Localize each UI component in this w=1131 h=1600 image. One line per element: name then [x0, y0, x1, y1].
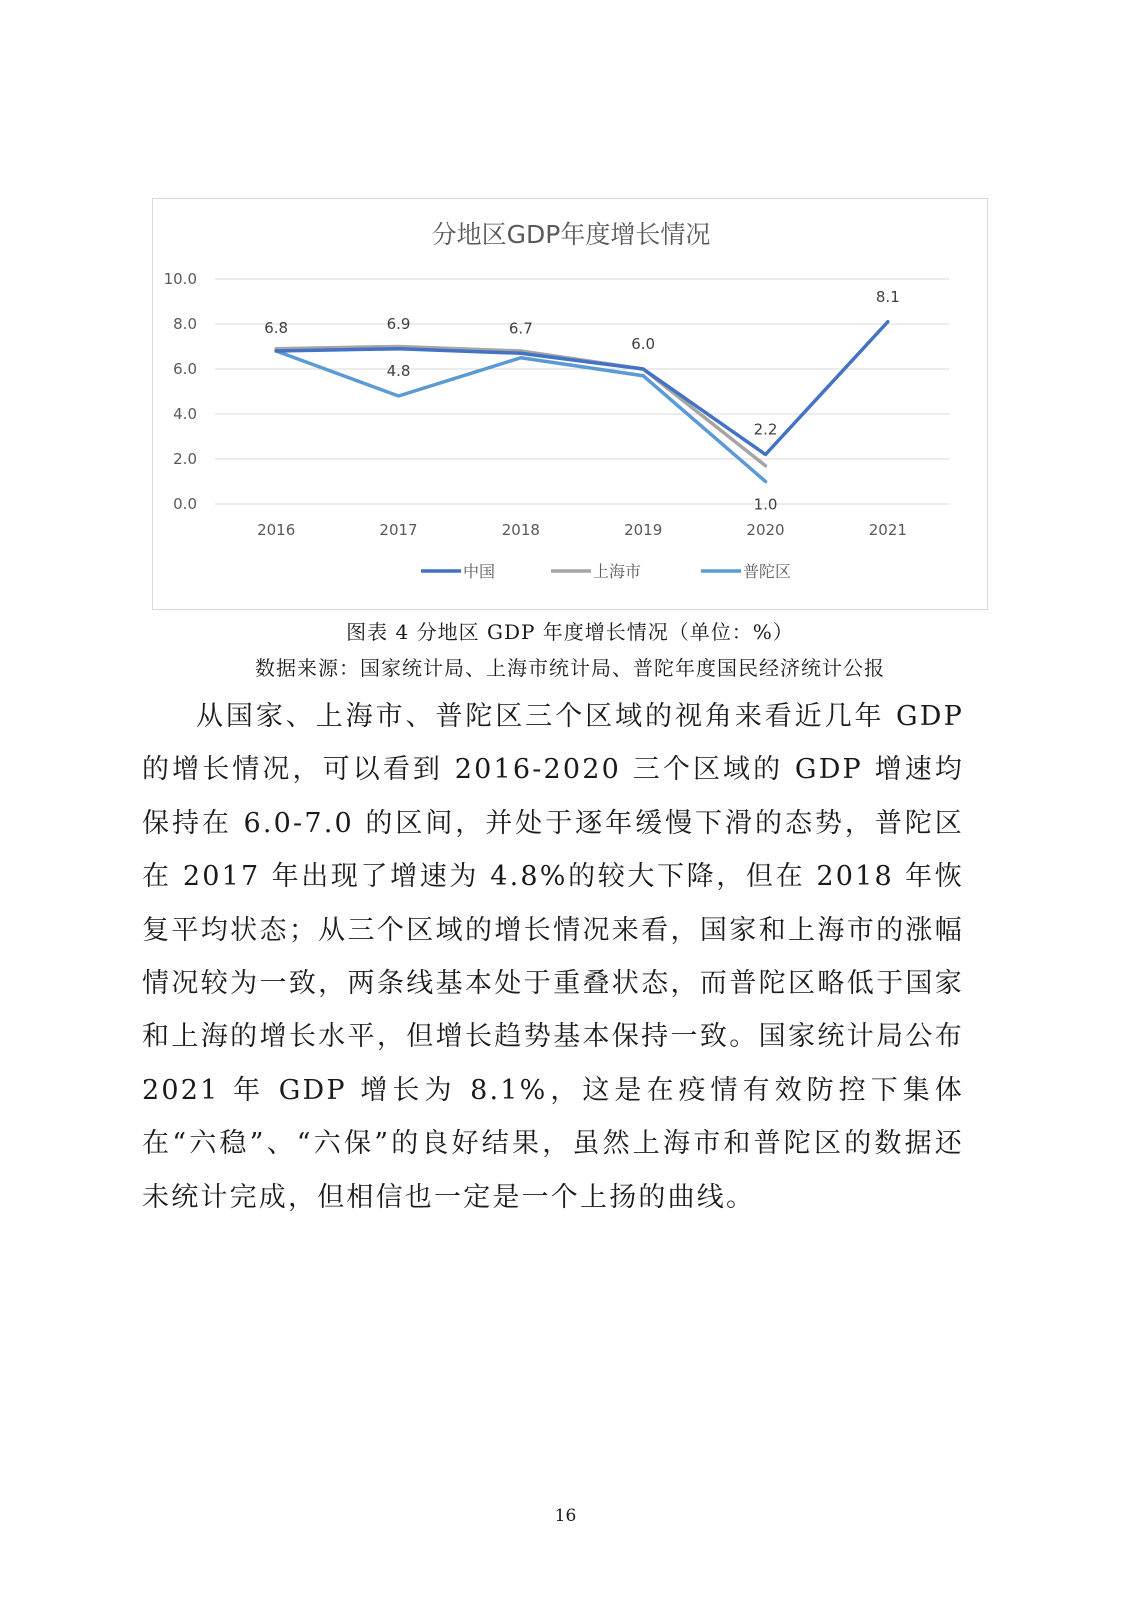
chart-container	[152, 198, 988, 610]
x-tick-label: 2018	[501, 521, 540, 539]
y-tick-label: 0.0	[173, 495, 197, 513]
figure-caption: 图表 4 分地区 GDP 年度增长情况（单位：%）	[346, 620, 794, 644]
x-tick-label: 2016	[257, 521, 296, 539]
x-tick-label: 2020	[746, 521, 785, 539]
legend-label: 中国	[463, 562, 496, 581]
x-tick-label: 2017	[379, 521, 418, 539]
y-tick-label: 10.0	[163, 270, 197, 288]
data-label: 2.2	[753, 420, 778, 439]
y-tick-label: 8.0	[173, 315, 197, 333]
y-tick-label: 6.0	[173, 360, 197, 378]
data-label: 8.1	[875, 287, 900, 306]
data-label: 6.8	[264, 319, 289, 337]
y-tick-label: 2.0	[173, 450, 197, 468]
series-line-普陀区	[276, 351, 765, 482]
data-label: 6.0	[631, 335, 656, 353]
x-tick-label: 2019	[624, 521, 663, 539]
series-line-中国	[276, 322, 888, 455]
legend-label: 上海市	[593, 562, 642, 581]
y-tick-label: 4.0	[173, 405, 197, 423]
chart-title: 分地区GDP年度增长情况	[431, 220, 711, 249]
series-line-上海市	[276, 347, 765, 466]
x-tick-label: 2021	[868, 521, 907, 539]
body-paragraph: 从国家、上海市、普陀区三个区域的视角来看近几年 GDP 的增长情况，可以看到 2016-2020 三个区域的 GDP 增速均保持在 6.0-7.0 的区间，并处于逐年缓慢下滑的态势，普陀区在 2017 年出现了增速为 4.8%的较大下降，但在 2018 年恢复平均状态；从三个区域的增长情况来看，国家和上海市的涨幅情况较为一致，两条线基本处于重叠状态，而普陀区略低于国家和上海的增长水平，但增长趋势基本保持一致。国家统计局公布 2021 年 GDP 增长为 8.1%，这是在疫情有效防控下集体在“六稳”、“六保”的良好结果，虽然上海市和普陀区的数据还未统计完成，但相信也一定是一个上扬的曲线。	[142, 701, 964, 1213]
data-source-note: 数据来源：国家统计局、上海市统计局、普陀年度国民经济统计公报	[255, 656, 885, 680]
data-label: 6.7	[508, 319, 533, 338]
line-chart	[153, 199, 989, 611]
data-label: 6.9	[386, 314, 411, 333]
legend-label: 普陀区	[743, 562, 792, 581]
data-label: 4.8	[386, 362, 411, 380]
data-label: 1.0	[753, 495, 778, 514]
page-number: 16	[554, 1506, 577, 1526]
